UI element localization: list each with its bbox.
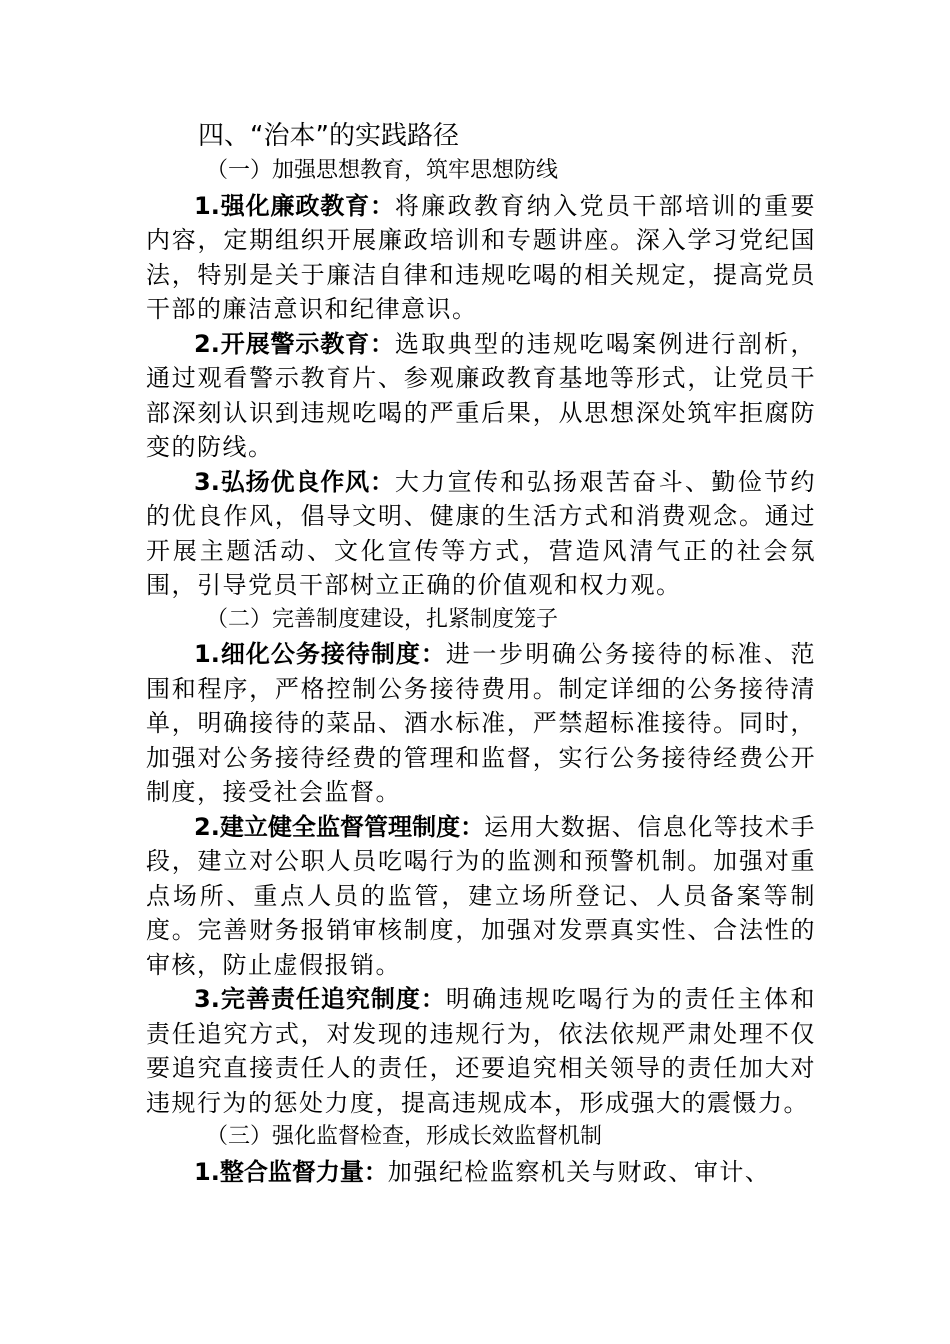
paragraph-lead: 3.完善责任追究制度：: [194, 985, 446, 1013]
subsection-title-3: （三）强化监督检查，形成长效监督机制: [206, 1124, 603, 1149]
paragraph-lead: 2.建立健全监督管理制度：: [194, 812, 485, 841]
subsection-title-2: （二）完善制度建设，扎紧制度笼子: [206, 606, 559, 632]
paragraph-2-1: [146, 637, 816, 810]
paragraph-text: 明确违规吃喝行为的责任主体和责任追究方式，对发现的违规行为，依法依规严肃处理不仅要追究直接责任人的责任，还要追究相关领导的责任加大对违规行为的惩处力度，提高违规成本，形成强大的震慑力。: [146, 985, 816, 1117]
paragraph-text: 进一步明确公务接待的标准、范围和程序，严格控制公务接待费用。制定详细的公务接待清单，明确接待的菜品、酒水标准，严禁超标准接待。同时，加强对公务接待经费的管理和监督，实行公务接待经费公开制度，接受社会监督。: [146, 640, 816, 806]
subsection-title-1: （一）加强思想教育，筑牢思想防线: [206, 158, 559, 183]
paragraph-text: 选取典型的违规吃喝案例进行剖析，通过观看警示教育片、参观廉政教育基地等形式，让党员干部深刻认识到违规吃喝的严重后果，从思想深处筑牢拒腐防变的防线。: [146, 329, 816, 461]
paragraph-lead: 1.强化廉政教育：: [194, 191, 395, 220]
paragraph-2-3: [146, 982, 816, 1120]
paragraph-1-3: [146, 465, 816, 603]
paragraph-text: 大力宣传和弘扬艰苦奋斗、勤俭节约的优良作风，倡导文明、健康的生活方式和消费观念。通过开展主题活动、文化宣传等方式，营造风清气正的社会氛围，引导党员干部树立正确的价值观和权力观。: [146, 467, 816, 599]
paragraph-lead: 1.整合监督力量：: [194, 1157, 388, 1186]
paragraph-1-1: [146, 189, 816, 327]
paragraph-text: 将廉政教育纳入党员干部培训的重要内容，定期组织开展廉政培训和专题讲座。深入学习党纪国法，特别是关于廉洁自律和违规吃喝的相关规定，提高党员干部的廉洁意识和纪律意识。: [146, 191, 816, 323]
paragraph-lead: 2.开展警示教育：: [194, 329, 395, 358]
section-title: 四、“治本”的实践路径: [198, 121, 459, 151]
paragraph-3-1: [146, 1155, 816, 1190]
paragraph-lead: 1.细化公务接待制度：: [194, 640, 446, 668]
paragraph-lead: 3.弘扬优良作风：: [194, 467, 395, 496]
paragraph-text: 运用大数据、信息化等技术手段，建立对公职人员吃喝行为的监测和预警机制。加强对重点场所、重点人员的监管，建立场所登记、人员备案等制度。完善财务报销审核制度，加强对发票真实性、合法性的审核，防止虚假报销。: [146, 812, 816, 979]
document-body: [146, 118, 816, 1189]
paragraph-text: 加强纪检监察机关与财政、审计、: [387, 1157, 771, 1186]
paragraph-1-2: [146, 327, 816, 465]
paragraph-2-2: [146, 810, 816, 983]
